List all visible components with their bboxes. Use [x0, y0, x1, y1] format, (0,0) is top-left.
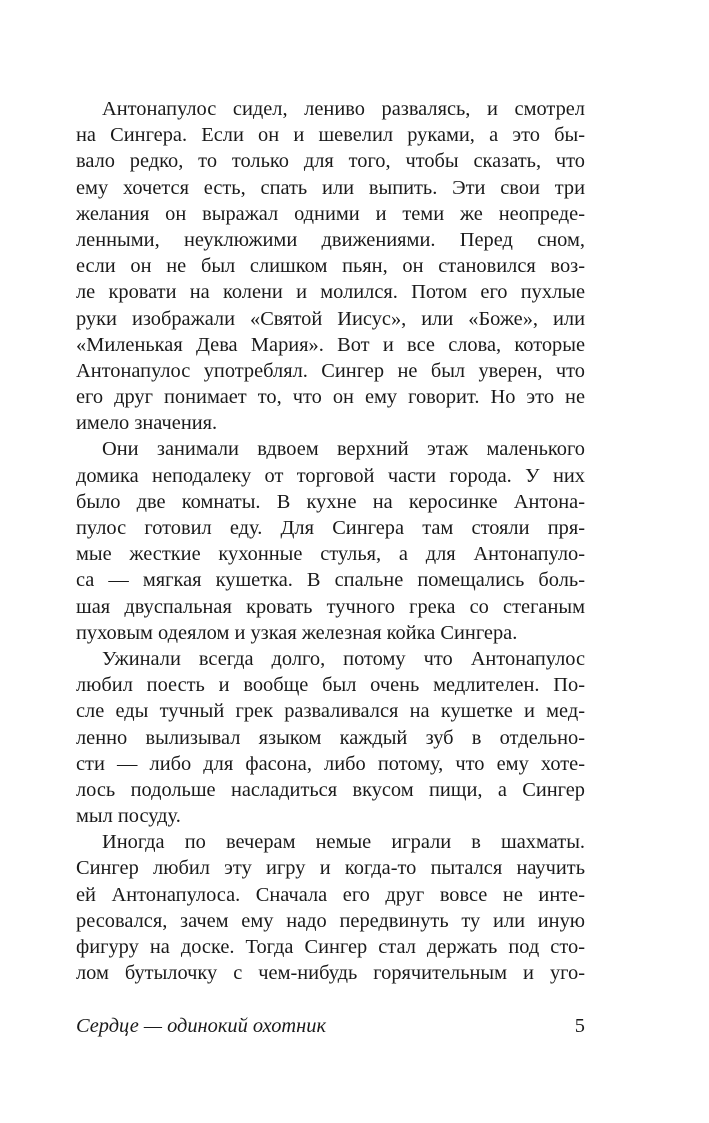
text-line: шая двуспальная кровать тучного грека со стеганым: [76, 595, 585, 618]
paragraph-4: [76, 829, 585, 986]
text-line: имело значения.: [76, 412, 218, 435]
text-line: фигуру на доске. Тогда Сингер стал держать под сто-: [76, 936, 585, 958]
text-line: было две комнаты. В кухне на керосинке Антона-: [76, 490, 585, 513]
text-line: желания он выражал одними и теми же неопреде-: [76, 202, 585, 225]
text-line: «Миленькая Дева Мария». Вот и все слова, которые: [76, 333, 585, 356]
paragraph-3: [76, 646, 585, 829]
page-body: [76, 96, 585, 986]
text-line: Антонапулос сидел, лениво развалясь, и смотрел: [102, 98, 585, 120]
text-line: лось подольше насладиться вкусом пищи, а Сингер: [76, 778, 585, 801]
text-line: ей Антонапулоса. Сначала его друг вовсе не инте-: [76, 883, 585, 906]
running-footer-title: Сердце — одинокий охотник: [76, 1015, 326, 1037]
text-line: мыл посуду.: [76, 805, 181, 828]
text-line: пулос готовил еду. Для Сингера там стояли пря-: [76, 517, 585, 539]
page-number: 5: [574, 1015, 585, 1037]
text-line: на Сингера. Если он и шевелил руками, а это бы-: [76, 124, 585, 147]
text-line: ле кровати на колени и молился. Потом его пухлые: [76, 281, 585, 304]
text-line: если он не был слишком пьян, он становился воз-: [76, 255, 585, 278]
text-line: Сингер любил эту игру и когда-то пытался научить: [76, 857, 585, 880]
text-line: его друг понимает то, что он ему говорит. Но это не: [76, 386, 585, 409]
text-line: ленными, неуклюжими движениями. Перед сном,: [76, 228, 585, 251]
text-line: сле еды тучный грек разваливался на кушетке и мед-: [76, 700, 585, 723]
text-line: Иногда по вечерам немые играли в шахматы.: [102, 831, 585, 854]
text-line: руки изображали «Святой Иисус», или «Боже», или: [76, 307, 585, 330]
text-line: Антонапулос употреблял. Сингер не был уверен, что: [76, 359, 585, 382]
paragraph-1: [76, 96, 585, 436]
text-line: ресовался, зачем ему надо передвинуть ту или иную: [76, 909, 585, 932]
text-line: сти — либо для фасона, либо потому, что ему хоте-: [76, 752, 585, 775]
text-line: домика неподалеку от торговой части города. У них: [76, 464, 585, 487]
text-line: ленно вылизывал языком каждый зуб в отдельно-: [76, 726, 585, 749]
text-line: вало редко, то только для того, чтобы сказать, что: [76, 150, 585, 173]
text-line: пуховым одеялом и узкая железная койка Сингера.: [76, 621, 518, 644]
text-line: лом бутылочку с чем-нибудь горячительным и уго-: [76, 962, 585, 985]
text-line: Ужинали всегда долго, потому что Антонапулос: [102, 647, 585, 670]
text-line: любил поесть и вообще был очень медлителен. По-: [76, 674, 585, 697]
text-line: мые жесткие кухонные стулья, а для Антонапуло-: [76, 543, 585, 566]
text-line: ему хочется есть, спать или выпить. Эти свои три: [76, 176, 585, 199]
text-line: Они занимали вдвоем верхний этаж маленького: [102, 438, 585, 461]
paragraph-2: [76, 436, 585, 646]
text-line: са — мягкая кушетка. В спальне помещались боль-: [76, 569, 585, 592]
